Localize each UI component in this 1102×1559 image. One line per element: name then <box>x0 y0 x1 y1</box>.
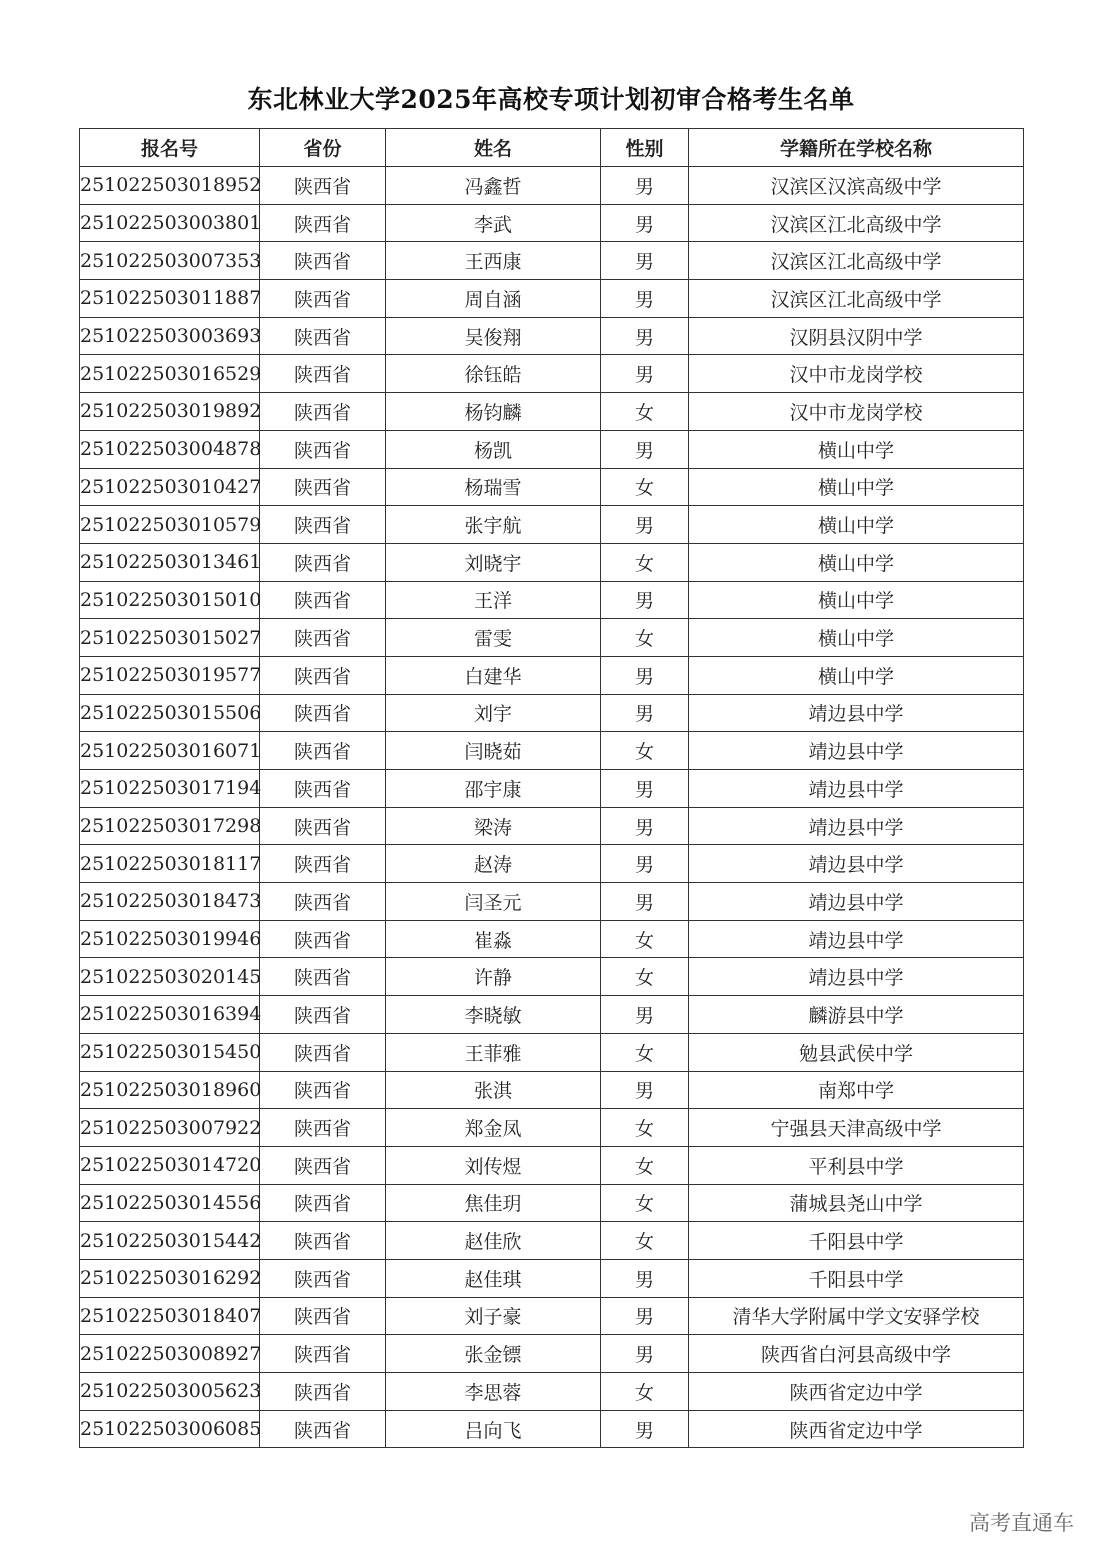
school-cell: 千阳县中学 <box>689 1222 1024 1260</box>
province-cell: 陕西省 <box>260 355 386 393</box>
candidate-table <box>79 128 1024 1448</box>
name-cell: 王西康 <box>386 242 601 280</box>
gender-cell: 女 <box>601 393 689 431</box>
table-row <box>80 920 1024 958</box>
school-cell: 汉滨区江北高级中学 <box>689 204 1024 242</box>
province-cell: 陕西省 <box>260 807 386 845</box>
table-row <box>80 845 1024 883</box>
header-school: 学籍所在学校名称 <box>689 129 1024 167</box>
name-cell: 闫圣元 <box>386 883 601 921</box>
name-cell: 雷雯 <box>386 619 601 657</box>
gender-cell: 男 <box>601 883 689 921</box>
school-cell: 汉滨区江北高级中学 <box>689 280 1024 318</box>
table-row <box>80 1373 1024 1411</box>
registration-number-cell: 251022503004878 <box>80 430 260 468</box>
school-cell: 汉阴县汉阴中学 <box>689 317 1024 355</box>
school-cell: 横山中学 <box>689 430 1024 468</box>
gender-cell: 女 <box>601 543 689 581</box>
gender-cell: 女 <box>601 1222 689 1260</box>
province-cell: 陕西省 <box>260 656 386 694</box>
school-cell: 靖边县中学 <box>689 732 1024 770</box>
name-cell: 梁涛 <box>386 807 601 845</box>
name-cell: 李晓敏 <box>386 996 601 1034</box>
registration-number-cell: 251022503019577 <box>80 656 260 694</box>
province-cell: 陕西省 <box>260 1259 386 1297</box>
school-cell: 勉县武侯中学 <box>689 1033 1024 1071</box>
gender-cell: 女 <box>601 958 689 996</box>
gender-cell: 男 <box>601 656 689 694</box>
province-cell: 陕西省 <box>260 845 386 883</box>
name-cell: 杨凯 <box>386 430 601 468</box>
name-cell: 赵佳琪 <box>386 1259 601 1297</box>
registration-number-cell: 251022503015442 <box>80 1222 260 1260</box>
table-row <box>80 430 1024 468</box>
table-row <box>80 1033 1024 1071</box>
school-cell: 靖边县中学 <box>689 845 1024 883</box>
province-cell: 陕西省 <box>260 883 386 921</box>
school-cell: 麟游县中学 <box>689 996 1024 1034</box>
table-row <box>80 317 1024 355</box>
registration-number-cell: 251022503020145 <box>80 958 260 996</box>
school-cell: 陕西省定边中学 <box>689 1410 1024 1448</box>
gender-cell: 男 <box>601 1071 689 1109</box>
province-cell: 陕西省 <box>260 242 386 280</box>
name-cell: 吕向飞 <box>386 1410 601 1448</box>
school-cell: 汉滨区汉滨高级中学 <box>689 167 1024 205</box>
table-row <box>80 393 1024 431</box>
table-row <box>80 1410 1024 1448</box>
gender-cell: 女 <box>601 619 689 657</box>
watermark: 高考直通车 <box>969 1511 1074 1535</box>
table-row <box>80 1259 1024 1297</box>
table-row <box>80 1184 1024 1222</box>
school-cell: 陕西省定边中学 <box>689 1373 1024 1411</box>
registration-number-cell: 251022503018407 <box>80 1297 260 1335</box>
gender-cell: 男 <box>601 845 689 883</box>
school-cell: 横山中学 <box>689 581 1024 619</box>
registration-number-cell: 251022503007353 <box>80 242 260 280</box>
gender-cell: 男 <box>601 996 689 1034</box>
gender-cell: 男 <box>601 1335 689 1373</box>
province-cell: 陕西省 <box>260 468 386 506</box>
registration-number-cell: 251022503016529 <box>80 355 260 393</box>
province-cell: 陕西省 <box>260 1335 386 1373</box>
registration-number-cell: 251022503008927 <box>80 1335 260 1373</box>
province-cell: 陕西省 <box>260 1109 386 1147</box>
table-row <box>80 1109 1024 1147</box>
name-cell: 郑金凤 <box>386 1109 601 1147</box>
gender-cell: 男 <box>601 242 689 280</box>
gender-cell: 男 <box>601 807 689 845</box>
province-cell: 陕西省 <box>260 204 386 242</box>
school-cell: 千阳县中学 <box>689 1259 1024 1297</box>
province-cell: 陕西省 <box>260 317 386 355</box>
table-row <box>80 1071 1024 1109</box>
province-cell: 陕西省 <box>260 1410 386 1448</box>
gender-cell: 女 <box>601 1146 689 1184</box>
province-cell: 陕西省 <box>260 770 386 808</box>
province-cell: 陕西省 <box>260 393 386 431</box>
province-cell: 陕西省 <box>260 1033 386 1071</box>
name-cell: 李思蓉 <box>386 1373 601 1411</box>
name-cell: 冯鑫哲 <box>386 167 601 205</box>
province-cell: 陕西省 <box>260 543 386 581</box>
header-gender: 性别 <box>601 129 689 167</box>
table-row <box>80 996 1024 1034</box>
gender-cell: 女 <box>601 920 689 958</box>
name-cell: 闫晓茹 <box>386 732 601 770</box>
gender-cell: 男 <box>601 770 689 808</box>
name-cell: 崔淼 <box>386 920 601 958</box>
registration-number-cell: 251022503015450 <box>80 1033 260 1071</box>
name-cell: 赵佳欣 <box>386 1222 601 1260</box>
name-cell: 张淇 <box>386 1071 601 1109</box>
school-cell: 靖边县中学 <box>689 770 1024 808</box>
province-cell: 陕西省 <box>260 1373 386 1411</box>
province-cell: 陕西省 <box>260 430 386 468</box>
name-cell: 李武 <box>386 204 601 242</box>
registration-number-cell: 251022503018473 <box>80 883 260 921</box>
school-cell: 汉滨区江北高级中学 <box>689 242 1024 280</box>
province-cell: 陕西省 <box>260 167 386 205</box>
province-cell: 陕西省 <box>260 280 386 318</box>
registration-number-cell: 251022503016071 <box>80 732 260 770</box>
school-cell: 靖边县中学 <box>689 920 1024 958</box>
table-row <box>80 543 1024 581</box>
gender-cell: 女 <box>601 732 689 770</box>
table-row <box>80 581 1024 619</box>
name-cell: 刘传煜 <box>386 1146 601 1184</box>
registration-number-cell: 251022503017298 <box>80 807 260 845</box>
gender-cell: 男 <box>601 694 689 732</box>
registration-number-cell: 251022503014556 <box>80 1184 260 1222</box>
gender-cell: 男 <box>601 430 689 468</box>
name-cell: 刘子豪 <box>386 1297 601 1335</box>
province-cell: 陕西省 <box>260 694 386 732</box>
table-row <box>80 883 1024 921</box>
name-cell: 刘宇 <box>386 694 601 732</box>
gender-cell: 男 <box>601 1410 689 1448</box>
gender-cell: 女 <box>601 1373 689 1411</box>
school-cell: 横山中学 <box>689 619 1024 657</box>
gender-cell: 男 <box>601 506 689 544</box>
gender-cell: 女 <box>601 1184 689 1222</box>
table-header-row <box>80 129 1024 167</box>
registration-number-cell: 251022503019892 <box>80 393 260 431</box>
registration-number-cell: 251022503017194 <box>80 770 260 808</box>
registration-number-cell: 251022503005623 <box>80 1373 260 1411</box>
table-row <box>80 656 1024 694</box>
name-cell: 王菲雅 <box>386 1033 601 1071</box>
name-cell: 杨瑞雪 <box>386 468 601 506</box>
header-name: 姓名 <box>386 129 601 167</box>
table-row <box>80 242 1024 280</box>
province-cell: 陕西省 <box>260 996 386 1034</box>
gender-cell: 男 <box>601 1259 689 1297</box>
school-cell: 靖边县中学 <box>689 694 1024 732</box>
gender-cell: 男 <box>601 167 689 205</box>
registration-number-cell: 251022503006085 <box>80 1410 260 1448</box>
table-row <box>80 167 1024 205</box>
name-cell: 杨钧麟 <box>386 393 601 431</box>
registration-number-cell: 251022503011887 <box>80 280 260 318</box>
table-row <box>80 732 1024 770</box>
province-cell: 陕西省 <box>260 920 386 958</box>
school-cell: 横山中学 <box>689 656 1024 694</box>
registration-number-cell: 251022503003693 <box>80 317 260 355</box>
header-province: 省份 <box>260 129 386 167</box>
school-cell: 南郑中学 <box>689 1071 1024 1109</box>
province-cell: 陕西省 <box>260 581 386 619</box>
table-row <box>80 204 1024 242</box>
registration-number-cell: 251022503003801 <box>80 204 260 242</box>
registration-number-cell: 251022503010427 <box>80 468 260 506</box>
table-row <box>80 694 1024 732</box>
province-cell: 陕西省 <box>260 619 386 657</box>
table-row <box>80 280 1024 318</box>
province-cell: 陕西省 <box>260 1297 386 1335</box>
province-cell: 陕西省 <box>260 1071 386 1109</box>
school-cell: 蒲城县尧山中学 <box>689 1184 1024 1222</box>
name-cell: 焦佳玥 <box>386 1184 601 1222</box>
school-cell: 陕西省白河县高级中学 <box>689 1335 1024 1373</box>
table-row <box>80 770 1024 808</box>
registration-number-cell: 251022503015027 <box>80 619 260 657</box>
name-cell: 王洋 <box>386 581 601 619</box>
table-row <box>80 958 1024 996</box>
province-cell: 陕西省 <box>260 1222 386 1260</box>
name-cell: 吴俊翔 <box>386 317 601 355</box>
table-row <box>80 1146 1024 1184</box>
table-row <box>80 355 1024 393</box>
table-row <box>80 1335 1024 1373</box>
school-cell: 靖边县中学 <box>689 807 1024 845</box>
registration-number-cell: 251022503014720 <box>80 1146 260 1184</box>
registration-number-cell: 251022503018952 <box>80 167 260 205</box>
province-cell: 陕西省 <box>260 1146 386 1184</box>
school-cell: 汉中市龙岗学校 <box>689 393 1024 431</box>
gender-cell: 男 <box>601 280 689 318</box>
registration-number-cell: 251022503013461 <box>80 543 260 581</box>
school-cell: 宁强县天津高级中学 <box>689 1109 1024 1147</box>
registration-number-cell: 251022503018117 <box>80 845 260 883</box>
registration-number-cell: 251022503016292 <box>80 1259 260 1297</box>
name-cell: 张金镖 <box>386 1335 601 1373</box>
table-row <box>80 807 1024 845</box>
school-cell: 横山中学 <box>689 543 1024 581</box>
registration-number-cell: 251022503019946 <box>80 920 260 958</box>
header-registration-number: 报名号 <box>80 129 260 167</box>
school-cell: 汉中市龙岗学校 <box>689 355 1024 393</box>
registration-number-cell: 251022503018960 <box>80 1071 260 1109</box>
gender-cell: 女 <box>601 1033 689 1071</box>
table-row <box>80 619 1024 657</box>
registration-number-cell: 251022503010579 <box>80 506 260 544</box>
school-cell: 靖边县中学 <box>689 883 1024 921</box>
gender-cell: 女 <box>601 468 689 506</box>
gender-cell: 男 <box>601 355 689 393</box>
table-row <box>80 506 1024 544</box>
name-cell: 张宇航 <box>386 506 601 544</box>
name-cell: 徐钰皓 <box>386 355 601 393</box>
gender-cell: 男 <box>601 1297 689 1335</box>
table-body <box>80 167 1024 1448</box>
province-cell: 陕西省 <box>260 506 386 544</box>
name-cell: 刘晓宇 <box>386 543 601 581</box>
gender-cell: 男 <box>601 317 689 355</box>
name-cell: 白建华 <box>386 656 601 694</box>
name-cell: 许静 <box>386 958 601 996</box>
table-row <box>80 1297 1024 1335</box>
gender-cell: 男 <box>601 581 689 619</box>
registration-number-cell: 251022503007922 <box>80 1109 260 1147</box>
province-cell: 陕西省 <box>260 732 386 770</box>
province-cell: 陕西省 <box>260 1184 386 1222</box>
school-cell: 清华大学附属中学文安驿学校 <box>689 1297 1024 1335</box>
school-cell: 横山中学 <box>689 506 1024 544</box>
registration-number-cell: 251022503016394 <box>80 996 260 1034</box>
gender-cell: 女 <box>601 1109 689 1147</box>
name-cell: 赵涛 <box>386 845 601 883</box>
registration-number-cell: 251022503015506 <box>80 694 260 732</box>
name-cell: 周自涵 <box>386 280 601 318</box>
registration-number-cell: 251022503015010 <box>80 581 260 619</box>
school-cell: 平利县中学 <box>689 1146 1024 1184</box>
table-row <box>80 468 1024 506</box>
school-cell: 靖边县中学 <box>689 958 1024 996</box>
gender-cell: 男 <box>601 204 689 242</box>
table-row <box>80 1222 1024 1260</box>
document-title: 东北林业大学2025年高校专项计划初审合格考生名单 <box>247 85 855 114</box>
school-cell: 横山中学 <box>689 468 1024 506</box>
name-cell: 邵宇康 <box>386 770 601 808</box>
province-cell: 陕西省 <box>260 958 386 996</box>
